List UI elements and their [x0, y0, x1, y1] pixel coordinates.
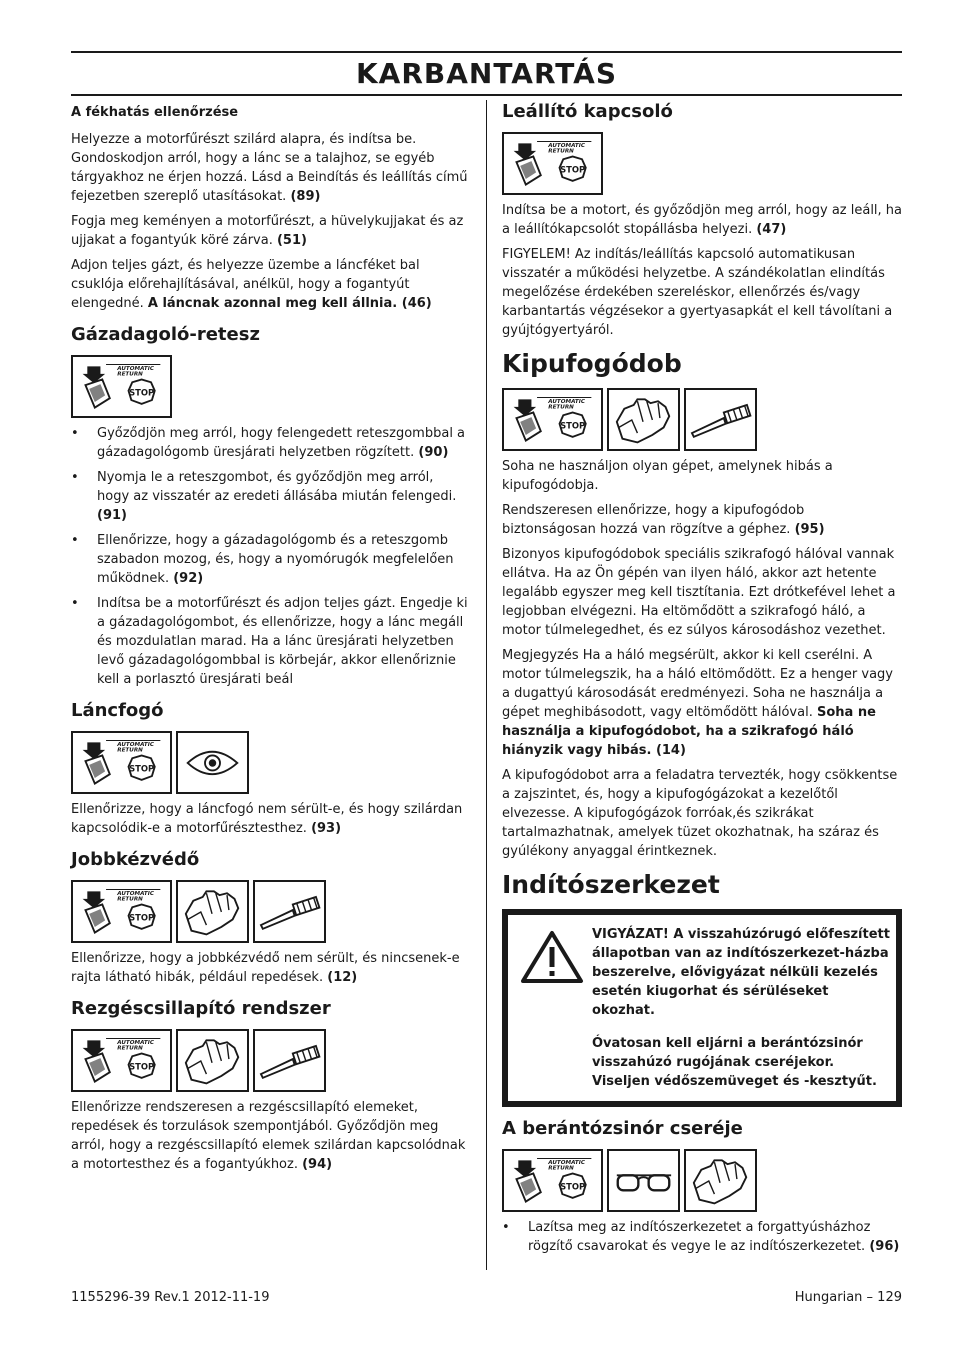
warning-triangle-icon: [512, 925, 592, 1091]
header-rule-bottom: [71, 94, 902, 96]
muffler-icons: [502, 388, 902, 451]
muffler-p1: Soha ne használjon olyan gépet, amelynek hibás a kipufogódobja.: [502, 459, 833, 493]
starter-cord-icons: [502, 1149, 902, 1212]
list-item: • Lazítsa meg az indítószerkezetet a forgattyúsházhoz rögzítő csavarokat és vegye le az indítószerkezetet. (96): [502, 1218, 902, 1256]
chain-catcher-icons: [71, 731, 468, 794]
glove-icon: [607, 388, 680, 451]
throttle-lock-heading: Gázadagoló-retesz: [71, 324, 260, 345]
muffler-heading: Kipufogódob: [502, 349, 682, 378]
column-separator: [486, 100, 487, 1270]
page-title: KARBANTARTÁS: [355, 57, 618, 90]
left-column: [71, 100, 468, 1180]
list-item: • Ellenőrizze, hogy a gázadagológomb és a reteszgomb szabadon mozog, és, hogy a nyomórugók megfelelően működnek. (92): [71, 531, 468, 588]
stop-switch-p2: FIGYELEM! Az indítás/leállítás kapcsoló automatikusan visszatér a működési helyzetbe. A szándékolatlan elindítás megelőzése érdekében szereléskor, ellenőrzés és/vagy karbantartás végzésekor a gyertyasapkát el kell távolítani a gyújtógyertyáról.: [502, 247, 893, 338]
stop-switch-icons: [502, 132, 902, 195]
brush-icon: [253, 1029, 326, 1092]
throttle-lock-list: [71, 424, 468, 689]
safety-glasses-icon: [607, 1149, 680, 1212]
list-item: • Győződjön meg arról, hogy felengedett reteszgombbal a gázadagológomb üresjárati helyzetben rögzített. (90): [71, 424, 468, 462]
right-column: [502, 100, 902, 1262]
brake-check-p1: Helyezze a motorfűrészt szilárd alapra, és indítsa be. Gondoskodjon arról, hogy a lánc se a talajhoz, se egyéb tárgyakhoz ne érjen hozzá. Lásd a Beindítás és leállítás című fejezetben szereplő utasításokat. (89): [71, 132, 468, 204]
chain-catcher-heading: Láncfogó: [71, 700, 164, 721]
glove-icon: [684, 1149, 757, 1212]
automatic-return-stop-icon: [71, 355, 172, 418]
muffler-p4: Megjegyzés Ha a háló megsérült, akkor ki kell cserélni. A motor túlmelegszik, ha a háló eltömődött. Ez a henger vagy a dugattyú károsodását eredményezi. Soha ne használja a gépet meghibásodott, vagy eltömődött hálóval. Soha ne használja a kipufogódobot, ha a szikrafogó háló hiányzik vagy hibás. (14): [502, 648, 893, 758]
automatic-return-stop-icon: [71, 880, 172, 943]
automatic-return-stop-icon: [502, 132, 603, 195]
starter-cord-list: [502, 1218, 902, 1256]
automatic-return-stop-icon: [71, 1029, 172, 1092]
brake-check-p2: Fogja meg keményen a motorfűrészt, a hüvelykujjakat és az ujjakat a fogantyúk köré zárva. (51): [71, 214, 464, 248]
vibration-damping-text: Ellenőrizze rendszeresen a rezgéscsillapító elemeket, repedések és torzulások szempontjából. Győződjön meg arról, hogy a rezgéscsillapító elemek szilárdan kapcsolódnak a motortesthez és a fogantyúkhoz. (94): [71, 1100, 466, 1172]
warning-text-2: Óvatosan kell eljárni a berántózsinór visszahúzó rugójának cseréjekor. Viseljen védőszemüveget és -kesztyűt.: [592, 1036, 877, 1089]
list-item: • Indítsa be a motorfűrészt és adjon teljes gázt. Engedje ki a gázadagológombot, és ellenőrizze, hogy a lánc megáll és mozdulatlan marad. Ha a lánc üresjárati helyzetben levő gázadagológombbal is körbejár, akkor ellenőriznie kell a porlasztó üresjárati beál: [71, 594, 468, 689]
automatic-return-stop-icon: [502, 1149, 603, 1212]
glove-icon: [176, 1029, 249, 1092]
warning-box: [502, 909, 902, 1107]
muffler-p3: Bizonyos kipufogódobok speciális szikrafogó hálóval vannak ellátva. Ha az Ön gépén van ilyen háló, akkor azt hetente legalább egyszer meg kell tisztítania. Ezt drótkefével lehet a legjobban elvégezni. Ha eltömődött a szikrafogó háló, a motor túlmelegedhet, és ez súlyos károsodáshoz vezethet.: [502, 547, 896, 638]
vibration-damping-heading: Rezgéscsillapító rendszer: [71, 998, 331, 1019]
page-number: Hungarian – 129: [794, 1290, 902, 1305]
brush-icon: [253, 880, 326, 943]
right-hand-guard-icons: [71, 880, 468, 943]
right-hand-guard-text: Ellenőrizze, hogy a jobbkézvédő nem sérült, és nincsenek-e rajta látható hibák, például repedések. (12): [71, 951, 460, 985]
muffler-p5: A kipufogódobot arra a feladatra tervezték, hogy csökkentse a zajszintet, és, hogy a kipufogógázokat a kezelőtől elvezesse. A kipufogógázok forróak,és szikrákat tartalmazhatnak, amelyek tüzet okozhatnak, ha száraz és gyúlékony anyaggal érintkeznek.: [502, 768, 898, 859]
chain-catcher-text: Ellenőrizze, hogy a láncfogó nem sérült-e, és hogy szilárdan kapcsolódik-e a motorfűrésztesthez. (93): [71, 802, 463, 836]
starter-heading: Indítószerkezet: [502, 870, 720, 899]
throttle-lock-icons: [71, 355, 468, 418]
brush-icon: [684, 388, 757, 451]
stop-switch-p1: Indítsa be a motort, és győződjön meg arról, hogy az leáll, ha a leállítókapcsolót stopállásba helyezi. (47): [502, 203, 903, 237]
eye-icon: [176, 731, 249, 794]
automatic-return-stop-icon: [71, 731, 172, 794]
list-item: • Nyomja le a reteszgombot, és győződjön meg arról, hogy az visszatér az eredeti állásába miután felengedi. (91): [71, 468, 468, 525]
brake-check-heading: A fékhatás ellenőrzése: [71, 105, 239, 120]
right-hand-guard-heading: Jobbkézvédő: [71, 849, 200, 870]
starter-cord-heading: A berántózsinór cseréje: [502, 1118, 743, 1139]
warning-text-1: VIGYÁZAT! A visszahúzórugó előfeszített állapotban van az indítószerkezet-házba beszerelve, elővigyázat nélküli kezelés esetén kiugorhat és sérüléseket okozhat.: [592, 927, 890, 1018]
stop-switch-heading: Leállító kapcsoló: [502, 101, 673, 122]
vibration-damping-icons: [71, 1029, 468, 1092]
document-id: 1155296-39 Rev.1 2012-11-19: [71, 1290, 270, 1305]
glove-icon: [176, 880, 249, 943]
header-rule-top: [71, 51, 902, 53]
brake-check-p3: Adjon teljes gázt, és helyezze üzembe a láncféket bal csuklója előrehajlításával, anélkül, hogy a fogantyút elengedné. A láncnak azonnal meg kell állnia. (46): [71, 258, 432, 311]
automatic-return-stop-icon: [502, 388, 603, 451]
muffler-p2: Rendszeresen ellenőrizze, hogy a kipufogódob biztonságosan hozzá van rögzítve a géphez. (95): [502, 503, 825, 537]
